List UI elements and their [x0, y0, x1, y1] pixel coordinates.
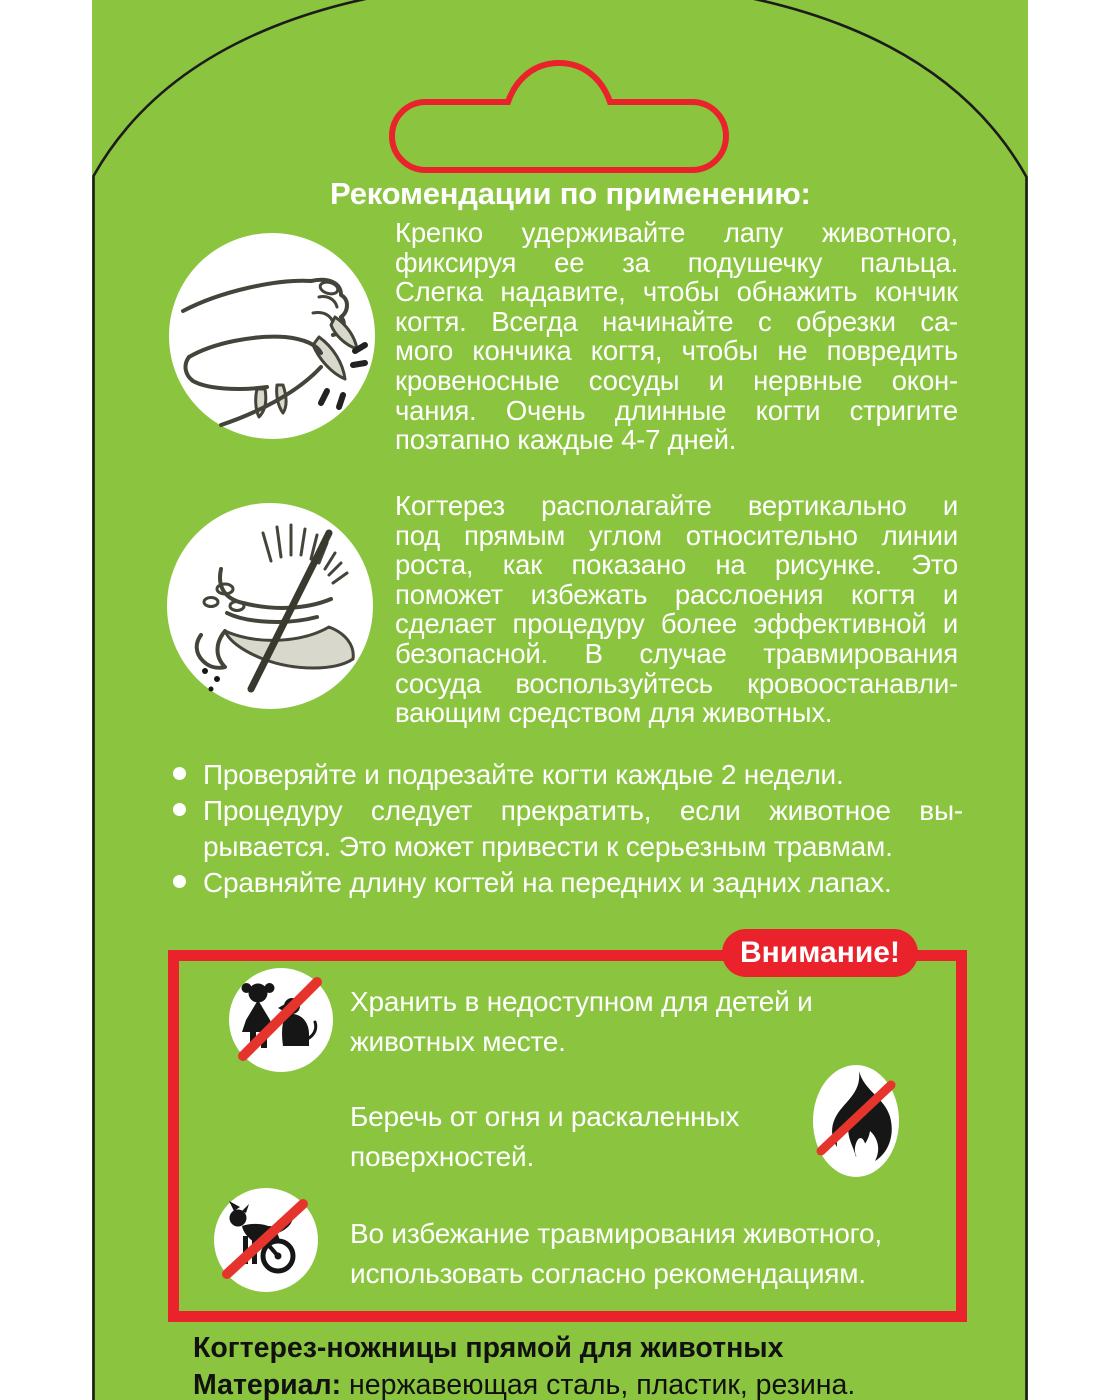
hand-pressing-paw-icon: [169, 233, 375, 439]
text-line: поэтапно каждые 4-7 дней.: [395, 424, 737, 456]
care-tips-list: [170, 757, 963, 901]
warning-text-children: [350, 982, 910, 1062]
no-children-and-pets-icon: [229, 968, 333, 1072]
warning-text-usage: [350, 1214, 910, 1294]
claw-cutting-angle-icon: [167, 503, 373, 709]
text-line: под прямым углом относительно линии: [395, 519, 958, 551]
text-line: мого кончика когтя, чтобы не повредить: [395, 335, 958, 367]
page-title: Рекомендации по применению:: [330, 176, 811, 211]
text-line: безопасной. В случае травмирования: [395, 637, 958, 669]
text-line: сделает процедуру более эффективной и: [395, 608, 958, 640]
text-line: поможет избежать расслоения когтя и: [395, 578, 958, 610]
text-line: поверхностей.: [350, 1141, 535, 1172]
warning-badge: [722, 929, 918, 977]
claw-cutting-angle-art: [167, 503, 373, 709]
text-line: Беречь от огня и раскаленных: [350, 1101, 740, 1132]
text-line: Крепко удерживайте лапу животного,: [395, 217, 958, 248]
text-line: чания. Очень длинные когти стригите: [395, 394, 958, 426]
text-line: Сравняйте длину когтей на передних и задних лапах.: [170, 865, 963, 901]
instruction-paragraph-1: [395, 218, 958, 455]
no-fire-icon: [813, 1065, 899, 1177]
hand-pressing-paw-art: [169, 233, 375, 439]
instruction-paragraph-2: [395, 491, 958, 728]
text-line: кровеносные сосуды и нервные окон-: [395, 364, 958, 396]
text-line: Когтерез располагайте вертикально и: [395, 490, 958, 521]
material-value: нержавеющая сталь, пластик, резина.: [341, 1369, 856, 1400]
text-line: Хранить в недоступном для детей и: [350, 986, 813, 1017]
no-dog-wheelchair-icon: [214, 1188, 318, 1292]
no-dog-wheelchair-art: [214, 1188, 318, 1292]
text-line: Во избежание травмирования животного,: [350, 1218, 882, 1249]
no-fire-art: [813, 1065, 899, 1177]
material-label: Материал:: [193, 1369, 342, 1400]
text-line: когтя. Всегда начинайте с обрезки са-: [395, 305, 958, 337]
text-line: Процедуру следует прекратить, если животное вы-: [170, 793, 963, 829]
text-line: Проверяйте и подрезайте когти каждые 2 недели.: [170, 757, 963, 793]
warning-badge-label: Внимание!: [740, 936, 900, 969]
product-name: Когтерез-ножницы прямой для животных: [193, 1332, 784, 1364]
footer-block: [193, 1330, 983, 1400]
text-line: Слегка надавите, чтобы обнажить кончик: [395, 276, 958, 308]
text-line: фиксируя ее за подушечку пальца.: [395, 246, 958, 278]
text-line: вающим средством для животных.: [395, 697, 833, 729]
material-line: [193, 1367, 983, 1400]
text-line: сосуда воспользуйтесь кровоостанавли-: [395, 667, 958, 699]
text-line: роста, как показано на рисунке. Это: [395, 549, 958, 581]
text-line: животных месте.: [350, 1026, 566, 1057]
no-children-and-pets-art: [229, 968, 333, 1072]
text-line: рывается. Это может привести к серьезным травмам.: [203, 830, 893, 862]
text-line: использовать согласно рекомендациям.: [350, 1258, 866, 1289]
